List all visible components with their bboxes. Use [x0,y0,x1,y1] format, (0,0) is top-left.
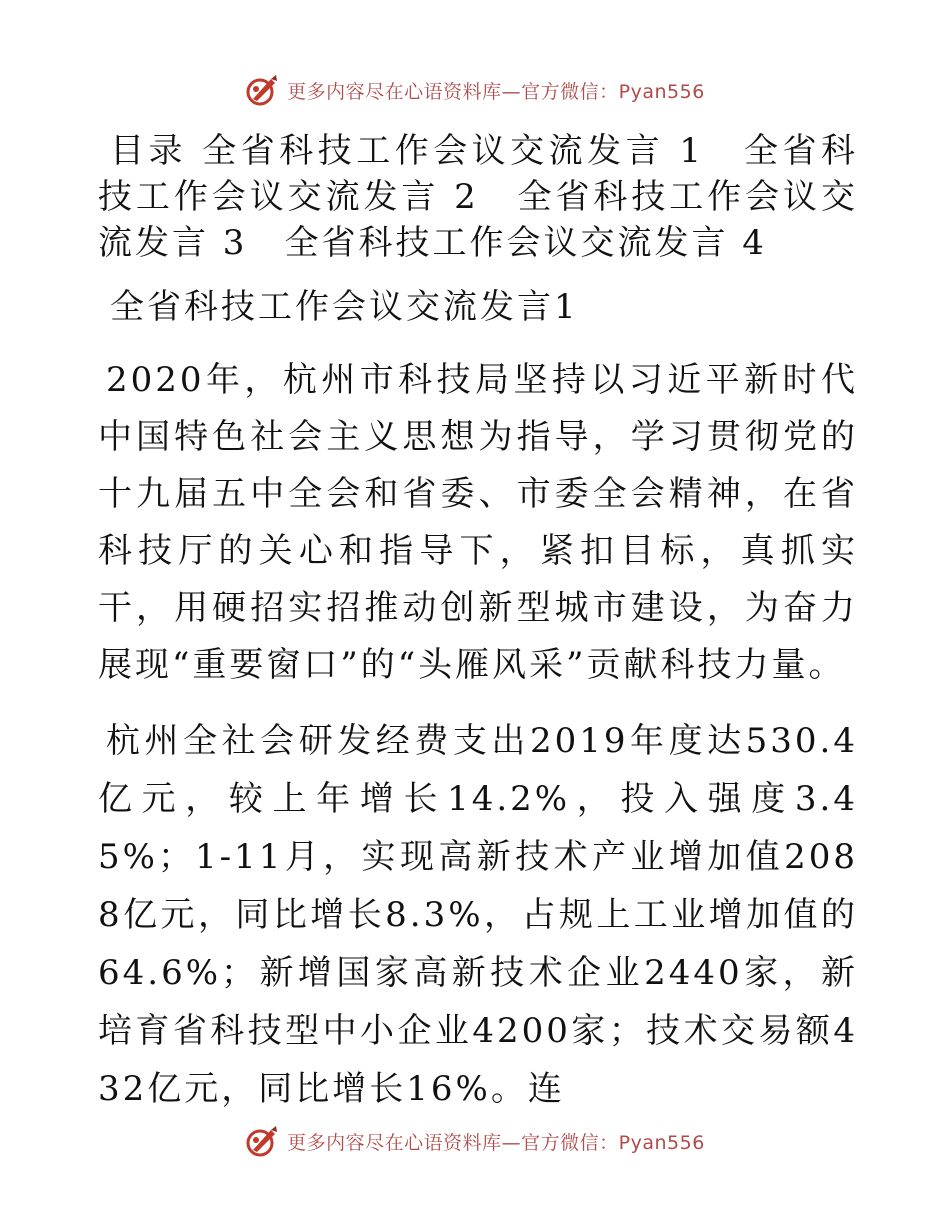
header-watermark-banner [0,70,950,110]
header-watermark-text: 更多内容尽在心语资料库—官方微信：Pyan556 [287,80,705,103]
footer-watermark-text: 更多内容尽在心语资料库—官方微信：Pyan556 [287,1131,705,1154]
table-of-contents: 目录 全省科技工作会议交流发言 1 全省科技工作会议交流发言 2 全省科技工作会议交流发言 3 全省科技工作会议交流发言 4 [98,131,858,263]
body-paragraph-1: 2020年，杭州市科技局坚持以习近平新时代中国特色社会主义思想为指导，学习贯彻党的十九届五中全会和省委、市委全会精神，在省科技厅的关心和指导下，紧扣目标，真抓实干，用硬招实招推动创新型城市建设，为奋力展现“重要窗口”的“头雁风采”贡献科技力量。 [98,360,858,685]
quill-logo-icon [245,1124,279,1158]
document-body [98,128,858,1136]
footer-watermark-banner [0,1121,950,1161]
body-paragraph-2: 杭州全社会研发经费支出2019年度达530.4亿元，较上年增长14.2%，投入强度3.45%；1-11月，实现高新技术产业增加值2088亿元，同比增长8.3%，占规上工业增加值的64.6%；新增国家高新技术企业2440家，新培育省科技型中小企业4200家；技术交易额432亿元，同比增长16%。连 [98,721,858,1109]
section-heading: 全省科技工作会议交流发言1 [110,287,579,327]
quill-logo-icon [245,73,279,107]
